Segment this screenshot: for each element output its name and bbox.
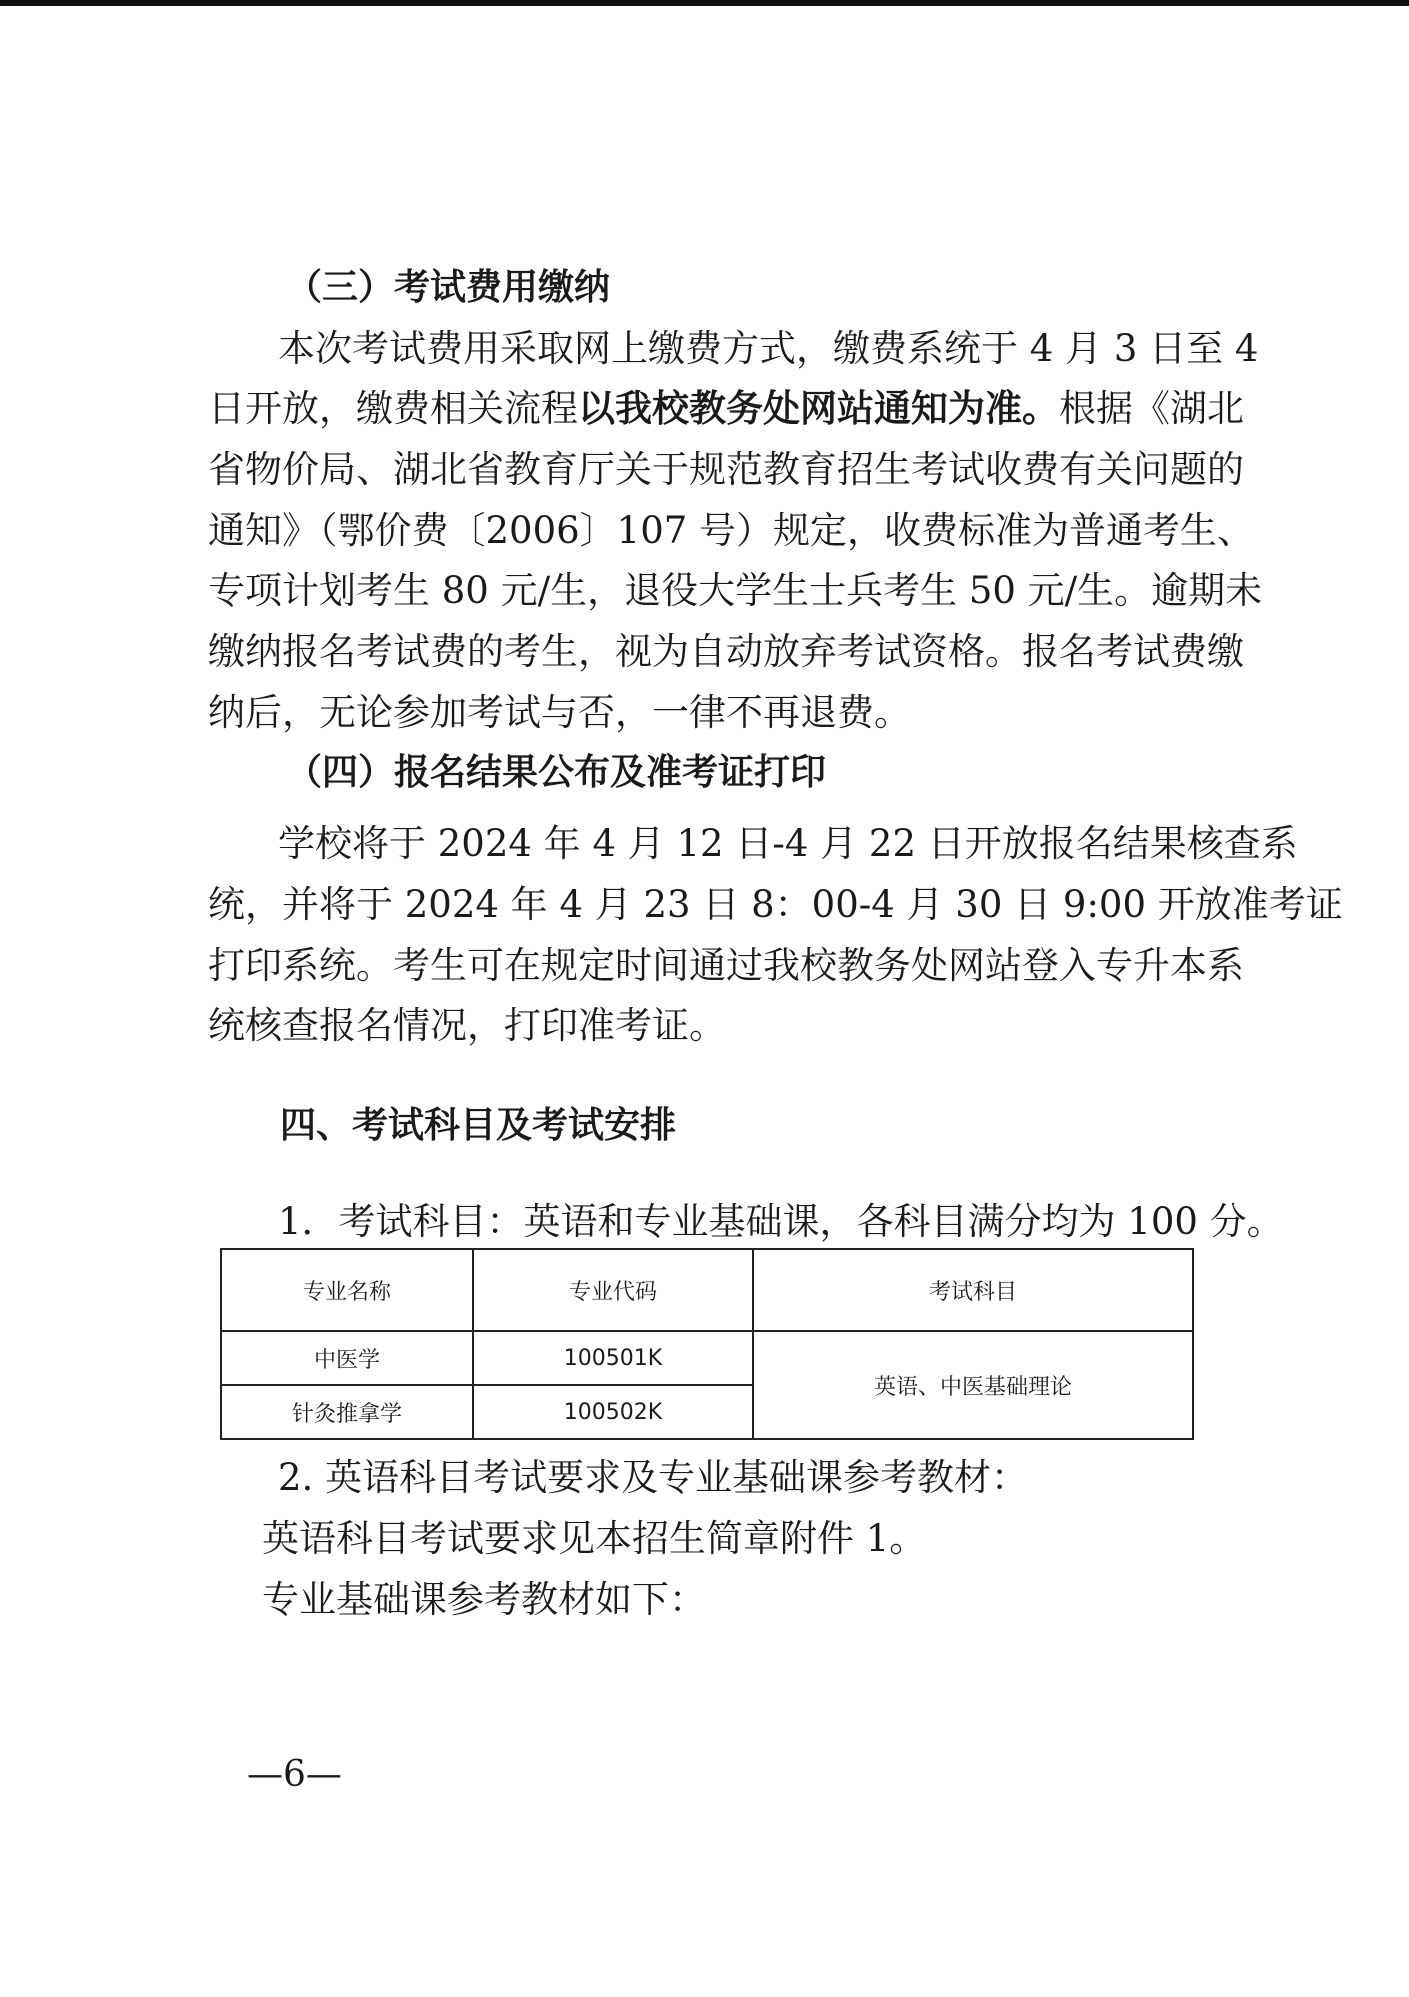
section3-line-5: 专项计划考生 80 元/生，退役大学生士兵考生 50 元/生。逾期未 (208, 569, 1263, 612)
section3-line-3: 省物价局、湖北省教育厅关于规范教育招生考试收费有关问题的 (208, 448, 1244, 491)
row-major-code: 100502K (473, 1385, 753, 1439)
table-header-row (221, 1249, 1193, 1331)
row-major-code: 100501K (473, 1331, 753, 1385)
page-number: —6— (247, 1754, 342, 1795)
part4-item-2-line-2: 专业基础课参考教材如下： (262, 1578, 706, 1621)
header-exam-subjects: 考试科目 (753, 1249, 1193, 1331)
table-row (221, 1331, 1193, 1385)
section3-line-2-end: 根据《湖北 (1059, 387, 1244, 430)
exam-subjects-table (220, 1248, 1194, 1440)
section3-heading: （三）考试费用缴纳 (286, 267, 611, 308)
part4-item-2: 2. 英语科目考试要求及专业基础课参考教材： (278, 1456, 1029, 1499)
part4-item-2-line-1: 英语科目考试要求见本招生简章附件 1。 (262, 1517, 927, 1560)
row-major-name: 针灸推拿学 (221, 1385, 473, 1439)
row-major-name: 中医学 (221, 1331, 473, 1385)
section3-line-2-text: 日开放，缴费相关流程 (208, 387, 578, 430)
section3-line-4: 通知》（鄂价费〔2006〕107 号）规定，收费标准为普通考生、 (208, 509, 1255, 552)
row-exam-subjects: 英语、中医基础理论 (753, 1331, 1193, 1439)
section4-heading: （四）报名结果公布及准考证打印 (286, 752, 827, 793)
section3-line-2 (208, 387, 1244, 431)
section4-line-4: 统核查报名情况，打印准考证。 (208, 1004, 726, 1047)
section3-line-6: 缴纳报名考试费的考生，视为自动放弃考试资格。报名考试费缴 (208, 630, 1244, 673)
header-major-name: 专业名称 (221, 1249, 473, 1331)
header-major-code: 专业代码 (473, 1249, 753, 1331)
section4-line-1: 学校将于 2024 年 4 月 12 日-4 月 22 日开放报名结果核查系 (278, 822, 1298, 865)
part4-item-1: 1．考试科目：英语和专业基础课，各科目满分均为 100 分。 (278, 1200, 1284, 1243)
section3-line-1: 本次考试费用采取网上缴费方式，缴费系统于 4 月 3 日至 4 (278, 327, 1259, 370)
section4-line-2: 统，并将于 2024 年 4 月 23 日 8：00-4 月 30 日 9:00 开放准考证 (208, 883, 1343, 926)
top-border (0, 0, 1409, 6)
section3-line-2-bold: 以我校教务处网站通知为准。 (578, 387, 1059, 430)
section4-line-3: 打印系统。考生可在规定时间通过我校教务处网站登入专升本系 (208, 944, 1244, 987)
section3-line-7: 纳后，无论参加考试与否，一律不再退费。 (208, 691, 911, 734)
part4-heading: 四、考试科目及考试安排 (280, 1105, 677, 1146)
